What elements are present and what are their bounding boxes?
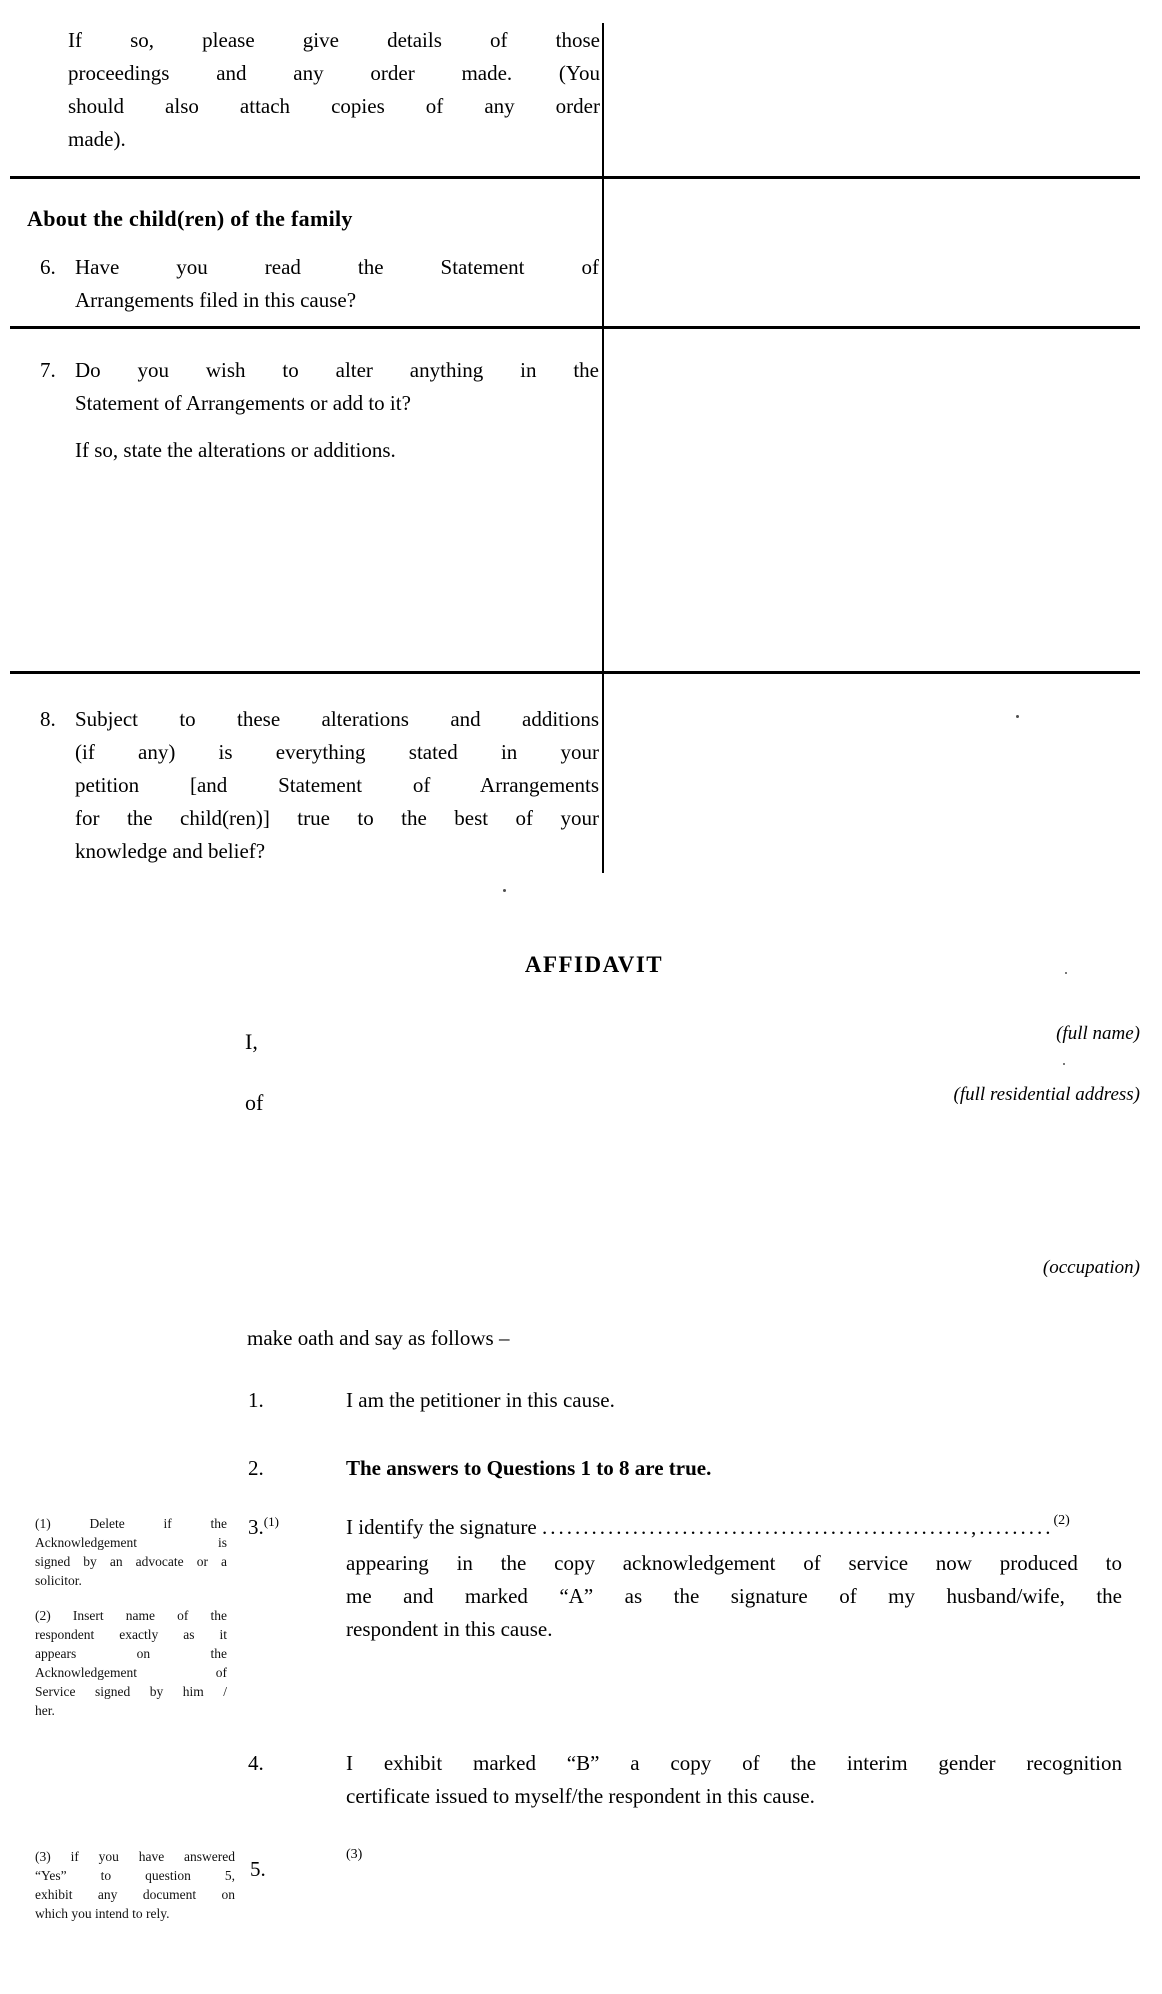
affidavit-item-3-body xyxy=(346,1511,1122,1646)
affidavit-item-3-number-text: 3. xyxy=(248,1515,264,1539)
affidavit-item-2-number: 2. xyxy=(248,1456,264,1480)
scan-artifact-dot xyxy=(1063,1063,1065,1065)
full-name-hint: (full name) xyxy=(1056,1023,1140,1044)
scan-artifact-dot xyxy=(503,889,506,892)
scan-artifact-dot xyxy=(1065,972,1067,974)
question-7-followup-text: If so, state the alterations or additions. xyxy=(75,438,396,462)
table-row-divider-line-1 xyxy=(10,176,1140,179)
question-details-prompt: If so, please give details of those proceedings and any order made. (You should also attach copies of any order made). xyxy=(68,28,600,151)
question-7-text: Do you wish to alter anything in the Statement of Arrangements or add to it? xyxy=(75,358,599,415)
margin-note-3: (3) if you have answered “Yes” to question 5, exhibit any document on which you intend to rely. xyxy=(35,1849,235,1921)
affidavit-item-1-text: I am the petitioner in this cause. xyxy=(346,1388,615,1412)
margin-note-2: (2) Insert name of the respondent exactly as it appears on the Acknowledgement of Service signed by him / her. xyxy=(35,1608,227,1718)
affidavit-item-3-continuation: appearing in the copy acknowledgement of service now produced to me and marked “A” as the signature of my husband/wife, the respondent in this cause. xyxy=(346,1551,1122,1641)
affidavit-item-3-footnote-marker: (1) xyxy=(263,1514,279,1529)
question-8-text: Subject to these alterations and additions (if any) is everything stated in your petition [and Statement of Arrangements for the child(ren)] true to the best of your knowledge and belief? xyxy=(75,707,599,863)
question-6-number: 6. xyxy=(40,255,56,279)
affidavit-item-4-number: 4. xyxy=(248,1751,264,1775)
affidavit-item-3-footnote-2-marker: (2) xyxy=(1053,1513,1070,1528)
identity-prefix-i: I, xyxy=(245,1029,258,1054)
affidavit-item-2-text: The answers to Questions 1 to 8 are true. xyxy=(346,1456,712,1480)
question-7-number: 7. xyxy=(40,358,56,382)
table-column-divider-line xyxy=(602,23,604,873)
table-row-divider-line-2 xyxy=(10,326,1140,329)
full-residential-address-hint: (full residential address) xyxy=(953,1084,1140,1105)
affidavit-item-3-line-1 xyxy=(346,1511,1122,1547)
affidavit-title: AFFIDAVIT xyxy=(524,952,664,977)
identity-prefix-of: of xyxy=(245,1090,264,1115)
affidavit-item-1-number: 1. xyxy=(248,1388,264,1412)
signature-dotted-blank: ....................................................,......... xyxy=(541,1515,1054,1539)
occupation-hint: (occupation) xyxy=(1042,1257,1140,1278)
table-row-divider-line-3 xyxy=(10,671,1140,674)
affidavit-item-5-number: 5. xyxy=(250,1857,266,1881)
oath-statement: make oath and say as follows – xyxy=(247,1326,510,1350)
question-6-text: Have you read the Statement of Arrangements filed in this cause? xyxy=(75,255,599,312)
affidavit-item-5-footnote-3-marker: (3) xyxy=(346,1847,363,1862)
question-8-number: 8. xyxy=(40,707,56,731)
affidavit-item-3-number xyxy=(248,1511,279,1546)
scan-artifact-dot xyxy=(1016,715,1019,718)
affidavit-item-4-text: I exhibit marked “B” a copy of the interim gender recognition certificate issued to myself/the respondent in this cause. xyxy=(346,1751,1122,1808)
affidavit-item-3-line-1-prefix: I identify the signature xyxy=(346,1515,542,1539)
margin-note-1: (1) Delete if the Acknowledgement is signed by an advocate or a solicitor. xyxy=(35,1516,227,1588)
section-heading-children: About the child(ren) of the family xyxy=(27,206,353,231)
